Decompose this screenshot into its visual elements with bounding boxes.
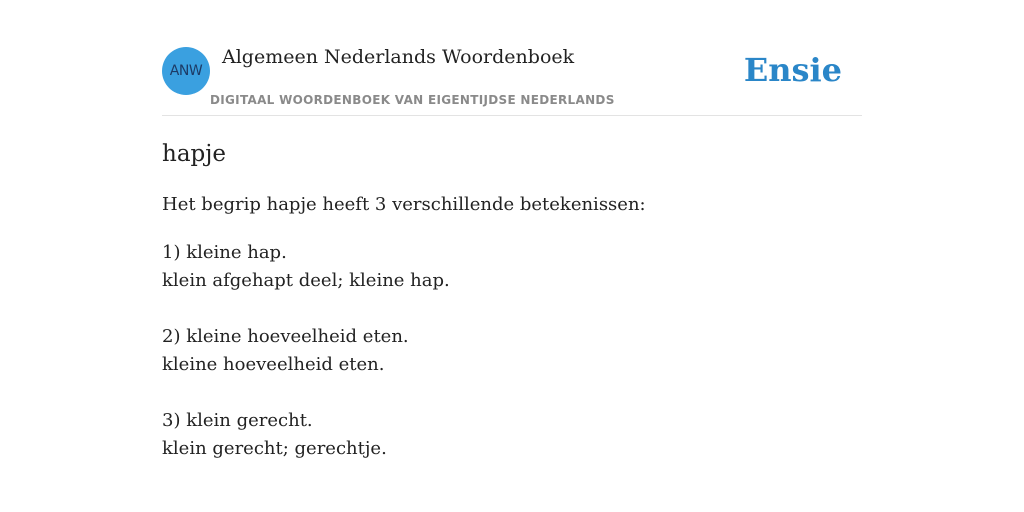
meaning-definition: kleine hoeveelheid eten. <box>162 354 385 375</box>
meaning-definition: klein gerecht; gerechtje. <box>162 438 387 459</box>
site-title[interactable]: Algemeen Nederlands Woordenboek <box>222 46 575 68</box>
meaning-definition: klein afgehapt deel; kleine hap. <box>162 270 450 291</box>
meaning-item <box>162 407 862 463</box>
meaning-item <box>162 239 862 295</box>
entry-content <box>162 138 862 491</box>
ensie-brand-link[interactable]: Ensie <box>743 51 842 89</box>
site-header <box>162 38 862 116</box>
meaning-item <box>162 323 862 379</box>
meaning-heading: 3) klein gerecht. <box>162 410 313 431</box>
site-subtitle: DIGITAAL WOORDENBOEK VAN EIGENTIJDSE NEDERLANDS <box>210 93 615 107</box>
meaning-heading: 1) kleine hap. <box>162 242 287 263</box>
entry-intro: Het begrip hapje heeft 3 verschillende betekenissen: <box>162 194 646 215</box>
meanings-list <box>162 239 862 463</box>
anw-logo-icon[interactable] <box>162 47 210 95</box>
entry-word: hapje <box>162 141 226 167</box>
logo-text: ANW <box>169 63 203 79</box>
meaning-heading: 2) kleine hoeveelheid eten. <box>162 326 409 347</box>
